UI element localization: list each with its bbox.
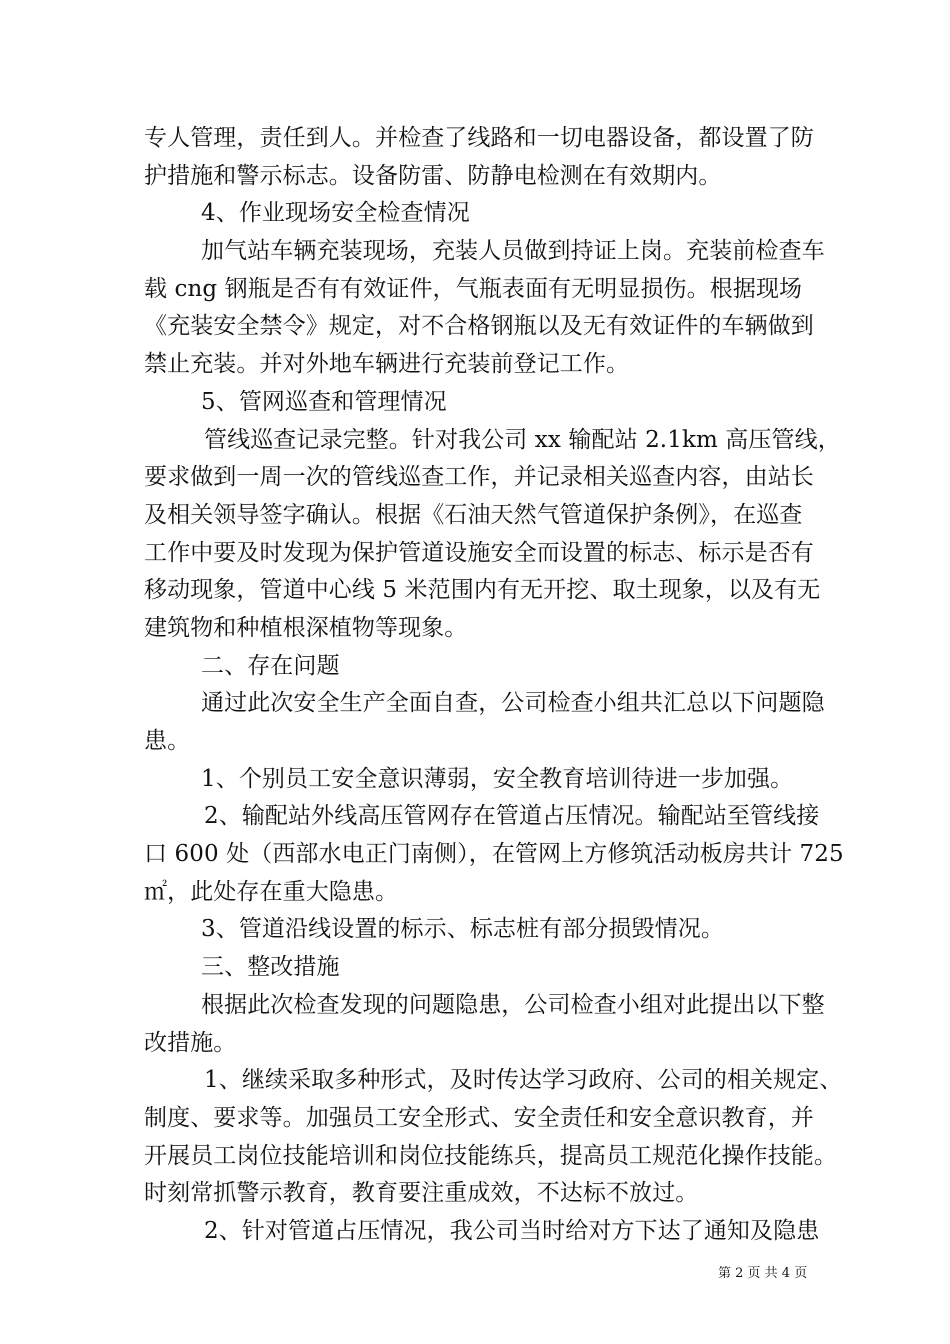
section-heading: 三、整改措施 [201,954,340,981]
body-line: 制度、要求等。加强员工安全形式、安全责任和安全意识教育，并 [144,1104,814,1131]
list-item: 1、继续采取多种形式，及时传达学习政府、公司的相关规定、 [204,1067,843,1094]
body-line: 载 cng 钢瓶是否有有效证件，气瓶表面有无明显损伤。根据现场 [144,275,803,302]
body-line: 工作中要及时发现为保护管道设施安全而设置的标志、标示是否有 [144,539,814,566]
body-line: 患。 [144,728,191,754]
body-line: 护措施和警示标志。设备防雷、防静电检测在有效期内。 [144,162,722,189]
body-line: 时刻常抓警示教育，教育要注重成效，不达标不放过。 [144,1180,699,1207]
body-line: 建筑物和种植根深植物等现象。 [144,614,468,641]
body-line: 加气站车辆充装现场，充装人员做到持证上岗。充装前检查车 [201,238,825,265]
body-line: 口 600 处（西部水电正门南侧），在管网上方修筑活动板房共计 725 [144,841,844,868]
list-item: 2、针对管道占压情况，我公司当时给对方下达了通知及隐患 [204,1217,820,1244]
body-line: 《充装安全禁令》规定，对不合格钢瓶以及无有效证件的车辆做到 [144,313,814,340]
list-item: 1、个别员工安全意识薄弱，安全教育培训待进一步加强。 [201,765,794,792]
list-item: 3、管道沿线设置的标示、标志桩有部分损毁情况。 [201,916,724,943]
section-heading: 5、管网巡查和管理情况 [201,388,447,415]
body-line: ㎡，此处存在重大隐患。 [144,878,399,905]
body-line: 移动现象，管道中心线 5 米范围内有无开挖、取土现象，以及有无 [144,577,821,604]
page-number: 第 2 页 共 4 页 [718,1266,808,1281]
body-line: 开展员工岗位技能培训和岗位技能练兵，提高员工规范化操作技能。 [144,1142,837,1169]
body-line: 专人管理，责任到人。并检查了线路和一切电器设备，都设置了防 [144,125,814,151]
body-line: 要求做到一周一次的管线巡查工作，并记录相关巡查内容，由站长 [144,464,814,491]
body-line: 改措施。 [144,1029,237,1056]
body-line: 及相关领导签字确认。根据《石油天然气管道保护条例》，在巡查 [144,501,803,528]
section-heading: 二、存在问题 [201,652,340,679]
section-heading: 4、作业现场安全检查情况 [201,200,470,227]
list-item: 2、输配站外线高压管网存在管道占压情况。输配站至管线接 [204,803,820,830]
body-line: 禁止充装。并对外地车辆进行充装前登记工作。 [144,351,630,378]
body-line: 根据此次检查发现的问题隐患，公司检查小组对此提出以下整 [201,991,825,1018]
body-line: 管线巡查记录完整。针对我公司 xx 输配站 2.1km 高压管线， [204,426,841,453]
body-line: 通过此次安全生产全面自查，公司检查小组共汇总以下问题隐 [201,690,825,717]
document-body [144,120,844,1251]
